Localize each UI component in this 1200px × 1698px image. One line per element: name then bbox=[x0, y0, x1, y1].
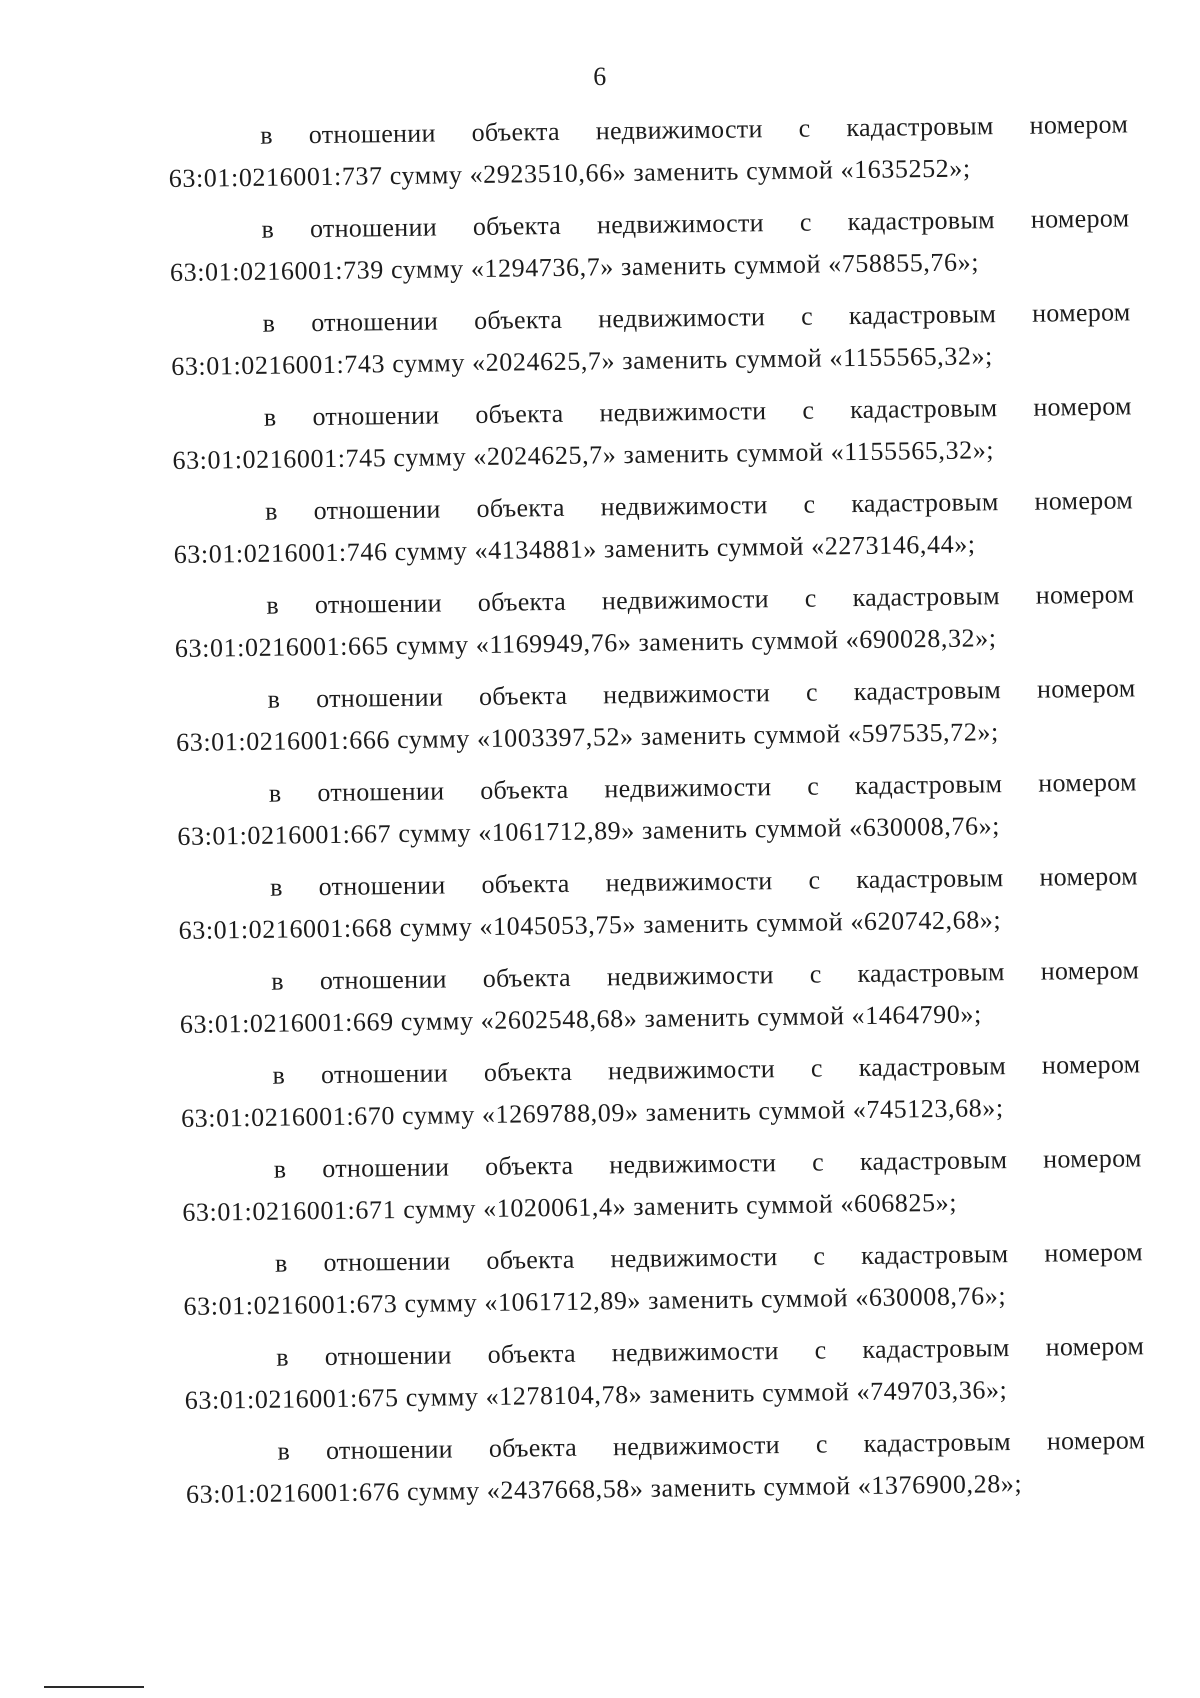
paragraph-word: кадастровым bbox=[861, 1239, 1009, 1271]
paragraph-second-line: 63:01:0216001:746 сумму «4134881» заменить суммой «2273146,44»; bbox=[173, 529, 976, 569]
paragraph-word: с bbox=[814, 1335, 827, 1365]
paragraph-word: недвижимости bbox=[609, 1148, 777, 1180]
paragraph-word: номером bbox=[1035, 579, 1135, 610]
paragraph-word: в bbox=[267, 684, 281, 714]
paragraph-word: номером bbox=[1030, 203, 1130, 234]
amendment-paragraph bbox=[172, 387, 1133, 494]
paragraph-word: номером bbox=[1039, 861, 1139, 892]
amendment-paragraph bbox=[184, 1327, 1145, 1434]
paragraph-word: номером bbox=[1042, 1143, 1142, 1174]
paragraph-word: кадастровым bbox=[854, 769, 1003, 801]
paragraph-word: номером bbox=[1038, 767, 1137, 798]
paragraph-word: с bbox=[811, 1147, 825, 1177]
paragraph-word: с bbox=[802, 395, 815, 425]
footnote-divider bbox=[44, 1686, 144, 1688]
paragraph-second-line: 63:01:0216001:743 сумму «2024625,7» заменить суммой «1155565,32»; bbox=[171, 341, 994, 381]
paragraph-word: в bbox=[271, 966, 285, 996]
paragraph-word: объекта bbox=[473, 304, 563, 336]
paragraph-word: объекта bbox=[483, 1056, 573, 1087]
paragraph-word: кадастровым bbox=[848, 299, 997, 331]
paragraph-word: кадастровым bbox=[846, 111, 994, 143]
paragraph-second-line: 63:01:0216001:745 сумму «2024625,7» заменить суммой «1155565,32»; bbox=[172, 435, 995, 475]
paragraph-word: с bbox=[804, 583, 817, 613]
paragraph-word: в bbox=[263, 402, 277, 432]
paragraph-word: номером bbox=[1045, 1331, 1145, 1362]
paragraph-word: номером bbox=[1046, 1425, 1146, 1456]
paragraph-word: отношении bbox=[319, 964, 447, 996]
amendment-paragraph bbox=[183, 1233, 1144, 1340]
paragraph-word: недвижимости bbox=[610, 1242, 778, 1274]
paragraph-word: в bbox=[277, 1436, 291, 1466]
paragraph-word: недвижимости bbox=[600, 490, 768, 522]
paragraph-word: в bbox=[264, 496, 278, 526]
paragraph-word: в bbox=[276, 1342, 289, 1372]
paragraph-word: объекта bbox=[475, 398, 564, 430]
amendment-paragraph bbox=[177, 763, 1138, 870]
paragraph-word: кадастровым bbox=[847, 205, 996, 237]
paragraph-second-line: 63:01:0216001:666 сумму «1003397,52» заменить суммой «597535,72»; bbox=[175, 717, 999, 757]
amendment-paragraph bbox=[182, 1139, 1143, 1246]
paragraph-word: номером bbox=[1036, 673, 1136, 704]
paragraph-word: отношении bbox=[314, 588, 443, 620]
paragraph-word: с bbox=[807, 771, 820, 801]
page-number: 6 bbox=[593, 62, 607, 91]
paragraph-word: недвижимости bbox=[598, 302, 766, 334]
amendment-paragraph bbox=[175, 669, 1136, 776]
paragraph-second-line: 63:01:0216001:671 сумму «1020061,4» заменить суммой «606825»; bbox=[182, 1187, 958, 1227]
paragraph-word: с bbox=[803, 489, 816, 519]
paragraph-word: отношении bbox=[312, 400, 440, 432]
paragraph-word: объекта bbox=[481, 868, 570, 899]
amendment-paragraph bbox=[173, 481, 1134, 588]
paragraph-word: номером bbox=[1029, 109, 1129, 140]
paragraph-word: отношении bbox=[317, 776, 445, 808]
paragraph-second-line: 63:01:0216001:665 сумму «1169949,76» заменить суммой «690028,32»; bbox=[174, 623, 997, 663]
paragraph-word: кадастровым bbox=[852, 581, 1001, 613]
paragraph-word: отношении bbox=[324, 1340, 452, 1372]
amendment-paragraph bbox=[174, 575, 1135, 682]
paragraph-second-line: 63:01:0216001:737 сумму «2923510,66» заменить суммой «1635252»; bbox=[168, 153, 971, 193]
paragraph-word: недвижимости bbox=[599, 396, 767, 428]
paragraph-word: объекта bbox=[472, 210, 562, 242]
paragraph-word: с bbox=[808, 865, 821, 895]
paragraph-word: в bbox=[262, 308, 276, 338]
paragraph-word: объекта bbox=[482, 962, 572, 993]
paragraph-word: в bbox=[272, 1060, 286, 1090]
paragraph-word: объекта bbox=[480, 774, 569, 805]
paragraph-word: недвижимости bbox=[612, 1430, 781, 1462]
amendment-paragraph bbox=[170, 293, 1131, 400]
paragraph-second-line: 63:01:0216001:670 сумму «1269788,09» заменить суммой «745123,68»; bbox=[180, 1093, 1004, 1133]
paragraph-word: объекта bbox=[478, 680, 568, 711]
paragraph-word: номером bbox=[1041, 1049, 1141, 1080]
paragraph-word: недвижимости bbox=[601, 584, 770, 616]
paragraph-second-line: 63:01:0216001:667 сумму «1061712,89» заменить суммой «630008,76»; bbox=[177, 811, 1001, 851]
paragraph-word: с bbox=[813, 1241, 826, 1271]
paragraph-word: в bbox=[274, 1248, 288, 1278]
amendment-paragraph bbox=[178, 857, 1139, 964]
paragraph-second-line: 63:01:0216001:675 сумму «1278104,78» заменить суммой «749703,36»; bbox=[184, 1375, 1008, 1415]
paragraph-word: кадастровым bbox=[859, 1145, 1008, 1177]
paragraph-word: кадастровым bbox=[849, 393, 998, 425]
paragraph-word: кадастровым bbox=[863, 1427, 1012, 1459]
amendment-paragraph bbox=[180, 1045, 1141, 1152]
paragraph-word: недвижимости bbox=[604, 772, 772, 804]
paragraph-second-line: 63:01:0216001:673 сумму «1061712,89» заменить суммой «630008,76»; bbox=[183, 1281, 1007, 1321]
paragraph-second-line: 63:01:0216001:669 сумму «2602548,68» заменить суммой «1464790»; bbox=[179, 999, 982, 1039]
paragraph-word: отношении bbox=[322, 1152, 450, 1184]
paragraph-word: отношении bbox=[315, 682, 444, 714]
paragraph-word: кадастровым bbox=[858, 1051, 1007, 1083]
paragraph-word: отношении bbox=[308, 118, 436, 150]
paragraph-word: отношении bbox=[323, 1246, 451, 1278]
paragraph-word: недвижимости bbox=[596, 208, 765, 240]
paragraph-word: с bbox=[800, 301, 814, 331]
amendment-paragraph bbox=[169, 199, 1130, 306]
paragraph-word: объекта bbox=[476, 492, 565, 523]
paragraph-word: недвижимости bbox=[607, 1054, 776, 1086]
paragraph-word: отношении bbox=[318, 870, 446, 902]
paragraph-word: в bbox=[260, 120, 274, 150]
paragraph-word: номером bbox=[1033, 391, 1132, 422]
paragraph-word: в bbox=[266, 590, 280, 620]
amendment-paragraph bbox=[185, 1421, 1146, 1528]
paragraph-word: с bbox=[799, 207, 812, 237]
paragraph-word: номером bbox=[1031, 297, 1131, 328]
paragraph-word: отношении bbox=[320, 1058, 449, 1090]
amendment-list bbox=[168, 105, 1146, 1527]
paragraph-word: отношении bbox=[313, 494, 441, 526]
paragraph-word: недвижимости bbox=[602, 678, 771, 710]
paragraph-second-line: 63:01:0216001:739 сумму «1294736,7» заменить суммой «758855,76»; bbox=[169, 247, 980, 287]
paragraph-word: недвижимости bbox=[595, 114, 763, 146]
paragraph-word: кадастровым bbox=[853, 675, 1002, 707]
paragraph-word: объекта bbox=[484, 1150, 574, 1181]
amendment-paragraph bbox=[168, 105, 1129, 212]
paragraph-second-line: 63:01:0216001:676 сумму «2437668,58» заменить суммой «1376900,28»; bbox=[185, 1468, 1023, 1509]
paragraph-word: недвижимости bbox=[606, 960, 774, 992]
paragraph-word: кадастровым bbox=[862, 1333, 1010, 1365]
paragraph-word: номером bbox=[1044, 1237, 1144, 1268]
paragraph-word: в bbox=[261, 214, 275, 244]
paragraph-word: отношении bbox=[325, 1434, 454, 1466]
paragraph-word: в bbox=[269, 872, 283, 902]
paragraph-word: с bbox=[805, 677, 819, 707]
paragraph-word: в bbox=[268, 778, 282, 808]
paragraph-word: с bbox=[809, 959, 822, 989]
paragraph-word: объекта bbox=[486, 1244, 575, 1275]
paragraph-word: объекта bbox=[477, 586, 567, 617]
paragraph-word: недвижимости bbox=[611, 1336, 779, 1368]
paragraph-word: объекта bbox=[471, 116, 561, 148]
paragraph-word: номером bbox=[1034, 485, 1134, 516]
paragraph-word: объекта bbox=[487, 1338, 577, 1369]
amendment-paragraph bbox=[179, 951, 1140, 1058]
paragraph-word: номером bbox=[1040, 955, 1140, 986]
paragraph-word: отношении bbox=[311, 306, 439, 338]
paragraph-word: кадастровым bbox=[851, 487, 999, 519]
paragraph-word: с bbox=[798, 113, 811, 143]
paragraph-word: в bbox=[273, 1154, 287, 1184]
paragraph-word: недвижимости bbox=[605, 866, 773, 898]
paragraph-word: кадастровым bbox=[857, 957, 1005, 989]
paragraph-word: объекта bbox=[488, 1432, 578, 1463]
paragraph-word: отношении bbox=[309, 212, 438, 244]
paragraph-word: кадастровым bbox=[856, 863, 1004, 895]
paragraph-second-line: 63:01:0216001:668 сумму «1045053,75» заменить суммой «620742,68»; bbox=[178, 905, 1002, 945]
paragraph-word: с bbox=[815, 1429, 828, 1459]
paragraph-word: с bbox=[810, 1053, 823, 1083]
